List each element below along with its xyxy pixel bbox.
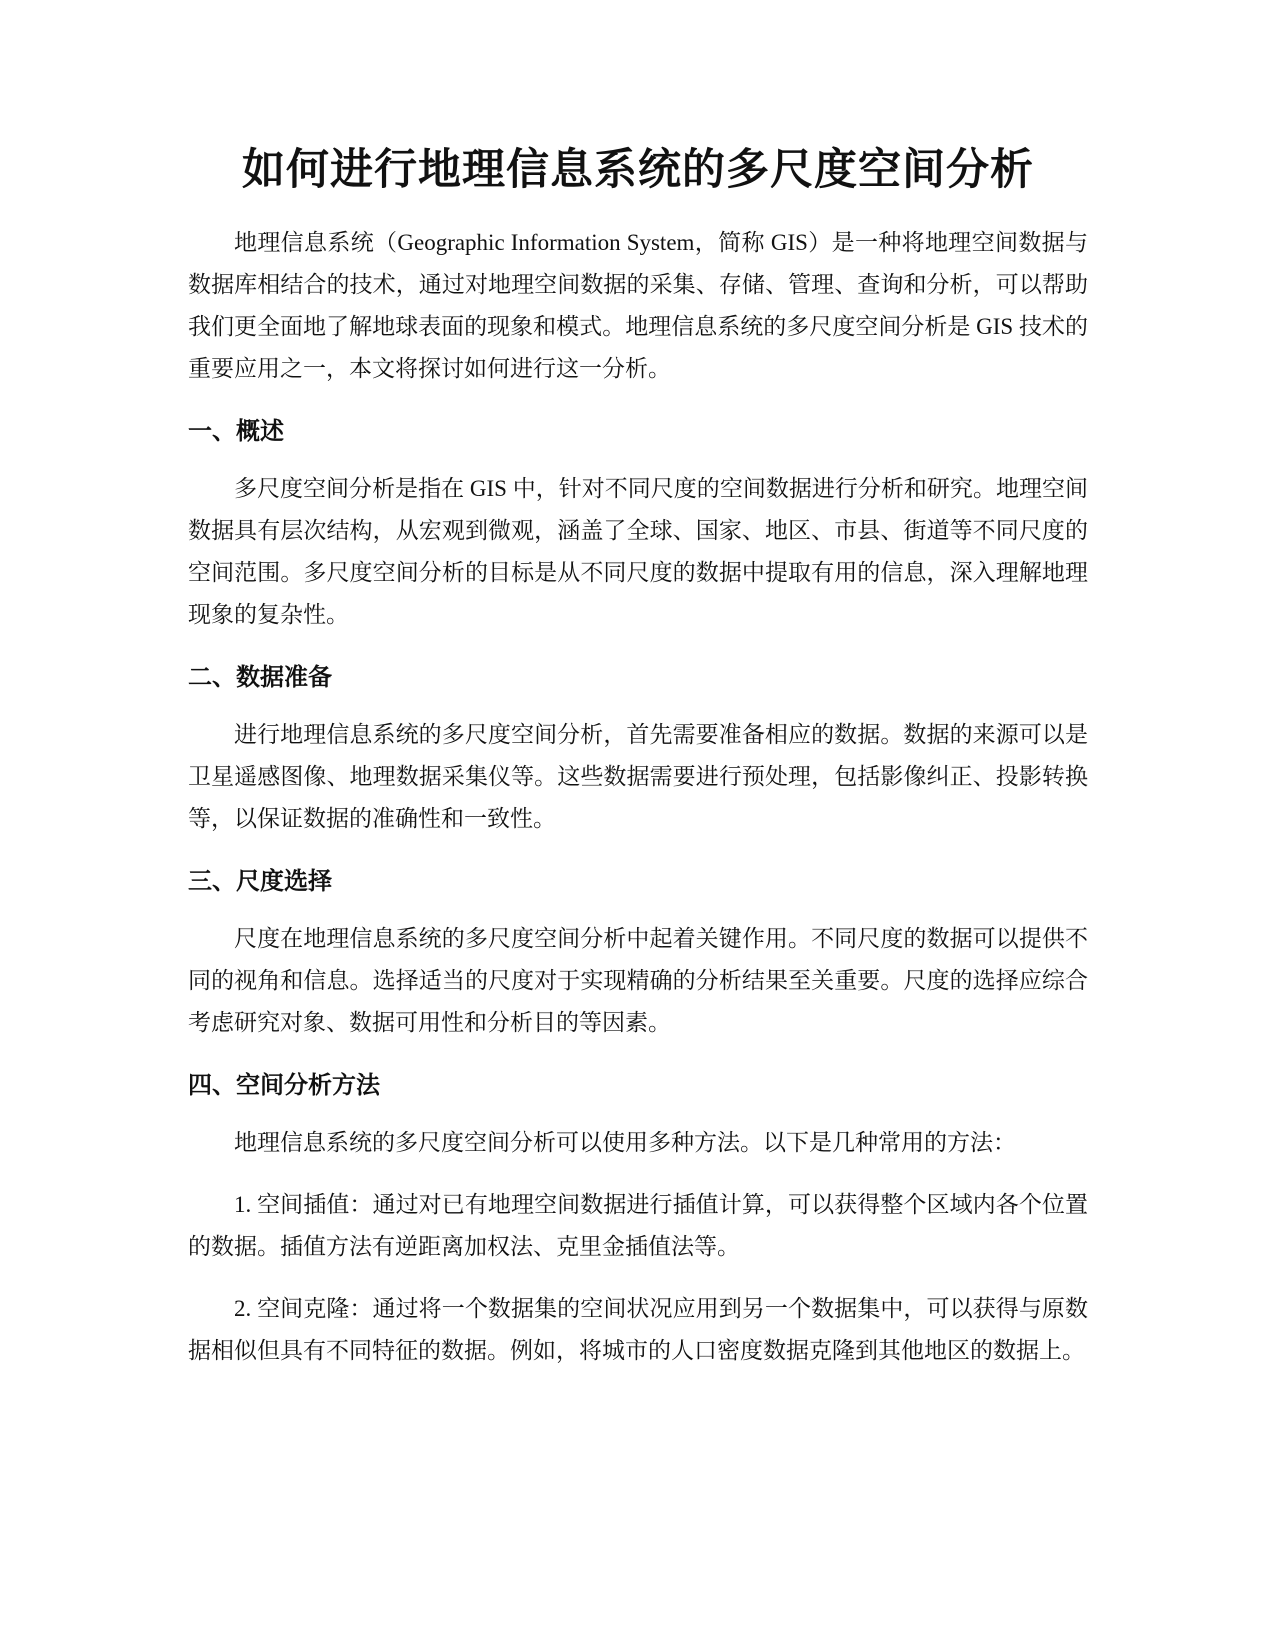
- data-preparation-paragraph: 进行地理信息系统的多尺度空间分析，首先需要准备相应的数据。数据的来源可以是卫星遥感图像、地理数据采集仪等。这些数据需要进行预处理，包括影像纠正、投影转换等，以保证数据的准确性和一致性。: [188, 722, 1088, 831]
- intro-paragraph: 地理信息系统（Geographic Information System，简称 GIS）是一种将地理空间数据与数据库相结合的技术，通过对地理空间数据的采集、存储、管理、查询和分析，可以帮助我们更全面地了解地球表面的现象和模式。地理信息系统的多尺度空间分析是 GIS 技术的重要应用之一，本文将探讨如何进行这一分析。: [188, 230, 1088, 381]
- method-item-cloning: 2. 空间克隆：通过将一个数据集的空间状况应用到另一个数据集中，可以获得与原数据相似但具有不同特征的数据。例如，将城市的人口密度数据克隆到其他地区的数据上。: [188, 1296, 1088, 1363]
- section-heading-data-preparation: 二、数据准备: [188, 663, 332, 691]
- section-heading-scale-selection: 三、尺度选择: [188, 867, 332, 895]
- section-heading-spatial-analysis-methods: 四、空间分析方法: [188, 1071, 380, 1099]
- method-item-interpolation: 1. 空间插值：通过对已有地理空间数据进行插值计算，可以获得整个区域内各个位置的数据。插值方法有逆距离加权法、克里金插值法等。: [188, 1192, 1088, 1259]
- scale-selection-paragraph: 尺度在地理信息系统的多尺度空间分析中起着关键作用。不同尺度的数据可以提供不同的视角和信息。选择适当的尺度对于实现精确的分析结果至关重要。尺度的选择应综合考虑研究对象、数据可用性和分析目的等因素。: [188, 926, 1088, 1035]
- overview-paragraph: 多尺度空间分析是指在 GIS 中，针对不同尺度的空间数据进行分析和研究。地理空间数据具有层次结构，从宏观到微观，涵盖了全球、国家、地区、市县、街道等不同尺度的空间范围。多尺度空间分析的目标是从不同尺度的数据中提取有用的信息，深入理解地理现象的复杂性。: [188, 476, 1088, 627]
- section-heading-overview: 一、概述: [188, 417, 284, 445]
- methods-intro-paragraph: 地理信息系统的多尺度空间分析可以使用多种方法。以下是几种常用的方法：: [234, 1130, 1016, 1155]
- document-body: [188, 140, 1088, 1392]
- document-title: 如何进行地理信息系统的多尺度空间分析: [242, 145, 1034, 195]
